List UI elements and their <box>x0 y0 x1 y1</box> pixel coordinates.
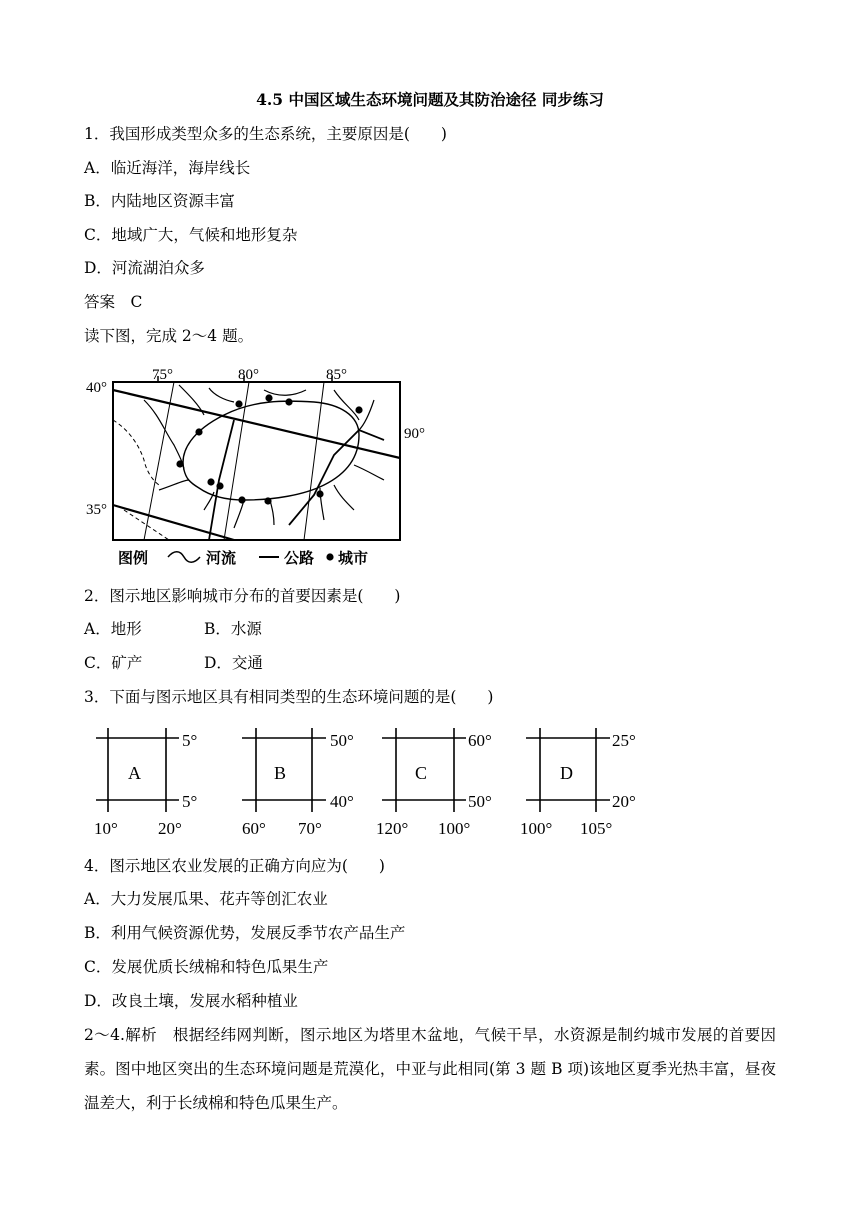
city-marker <box>176 460 183 467</box>
lon-label-80: 80° <box>238 367 259 383</box>
grid-d-right: 105° <box>580 819 613 838</box>
grid-option-b <box>242 728 354 838</box>
q1-option-c: C．地域广大，气候和地形复杂 <box>84 226 298 244</box>
grid-d-top: 25° <box>612 731 636 750</box>
lon-label-75: 75° <box>152 367 173 383</box>
q2-option-c: C．矿产 <box>84 654 143 672</box>
grid-a-left: 10° <box>94 819 118 838</box>
grid-a-top: 5° <box>182 731 198 750</box>
q4-stem: 4．图示地区农业发展的正确方向应为( ) <box>84 857 385 875</box>
q1-stem: 1．我国形成类型众多的生态系统，主要原因是( ) <box>84 125 447 143</box>
grid-option-a <box>94 728 197 838</box>
tarim-map-figure <box>84 360 425 575</box>
q1-answer: 答案 C <box>84 293 143 311</box>
legend-river-symbol <box>168 552 200 563</box>
grid-d-label: D <box>560 763 573 783</box>
q3-grids-svg <box>84 722 664 840</box>
q3-stem: 3．下面与图示地区具有相同类型的生态环境问题的是( ) <box>84 688 494 706</box>
grid-d-bottom: 20° <box>612 792 636 811</box>
lat-label-35: 35° <box>86 502 107 518</box>
city-marker <box>355 406 362 413</box>
q4-option-c: C．发展优质长绒棉和特色瓜果生产 <box>84 958 329 976</box>
city-marker <box>216 482 223 489</box>
grid-a-label: A <box>128 763 141 783</box>
grid-option-d <box>520 728 636 838</box>
q4-option-d: D．改良土壤，发展水稻种植业 <box>84 992 298 1010</box>
city-marker <box>316 490 323 497</box>
city-marker <box>207 478 214 485</box>
legend-city-label: 城市 <box>338 551 369 567</box>
grid-c-bottom: 50° <box>468 792 492 811</box>
legend-road-label: 公路 <box>284 551 315 567</box>
q1-option-a: A．临近海洋，海岸线长 <box>84 159 251 177</box>
grid-b-bottom: 40° <box>330 792 354 811</box>
city-marker <box>264 497 271 504</box>
city-marker <box>195 428 202 435</box>
grid-c-right: 100° <box>438 819 471 838</box>
q2-option-b: B．水源 <box>204 620 262 638</box>
lon-label-85: 85° <box>326 367 347 383</box>
q1-option-d: D．河流湖泊众多 <box>84 259 205 277</box>
grid-c-left: 120° <box>376 819 409 838</box>
city-marker <box>238 496 245 503</box>
q4-option-a: A．大力发展瓜果、花卉等创汇农业 <box>84 890 328 908</box>
explanation-paragraph: 2～4.解析 根据经纬网判断，图示地区为塔里木盆地，气候干旱，水资源是制约城市发展的首要因素。图中地区突出的生态环境问题是荒漠化，中亚与此相同(第 3 题 B 项)该地区夏季光热丰富，昼夜温差大，利于长绒棉和特色瓜果生产。 <box>84 1026 776 1112</box>
lon-label-90: 90° <box>404 426 425 442</box>
q1-option-b: B．内陆地区资源丰富 <box>84 192 235 210</box>
grid-c-label: C <box>415 763 428 783</box>
map-frame <box>113 382 400 540</box>
grid-d-left: 100° <box>520 819 553 838</box>
grid-a-bottom: 5° <box>182 792 198 811</box>
page-title: 4.5 中国区域生态环境问题及其防治途径 同步练习 <box>256 90 604 109</box>
grid-option-c <box>376 728 492 838</box>
grid-b-right: 70° <box>298 819 322 838</box>
city-marker <box>285 398 292 405</box>
legend-city-symbol <box>326 553 333 560</box>
q2-stem: 2．图示地区影响城市分布的首要因素是( ) <box>84 587 401 605</box>
city-marker <box>265 394 272 401</box>
grid-b-top: 50° <box>330 731 354 750</box>
intro-text: 读下图，完成 2～4 题。 <box>84 327 254 345</box>
legend-title: 图例 <box>118 551 149 567</box>
legend-river-label: 河流 <box>206 551 237 567</box>
grid-c-top: 60° <box>468 731 492 750</box>
city-marker <box>235 400 242 407</box>
q4-option-b: B．利用气候资源优势，发展反季节农产品生产 <box>84 924 406 942</box>
grid-b-left: 60° <box>242 819 266 838</box>
map-legend <box>118 549 368 567</box>
q3-grid-options <box>84 722 664 840</box>
q2-option-a: A．地形 <box>84 620 142 638</box>
q2-option-d: D．交通 <box>204 654 263 672</box>
lat-label-40: 40° <box>86 380 107 396</box>
grid-b-label: B <box>274 763 287 783</box>
map-svg <box>84 360 425 575</box>
border-dashed <box>113 420 159 485</box>
grid-a-right: 20° <box>158 819 182 838</box>
road-line <box>113 505 234 540</box>
